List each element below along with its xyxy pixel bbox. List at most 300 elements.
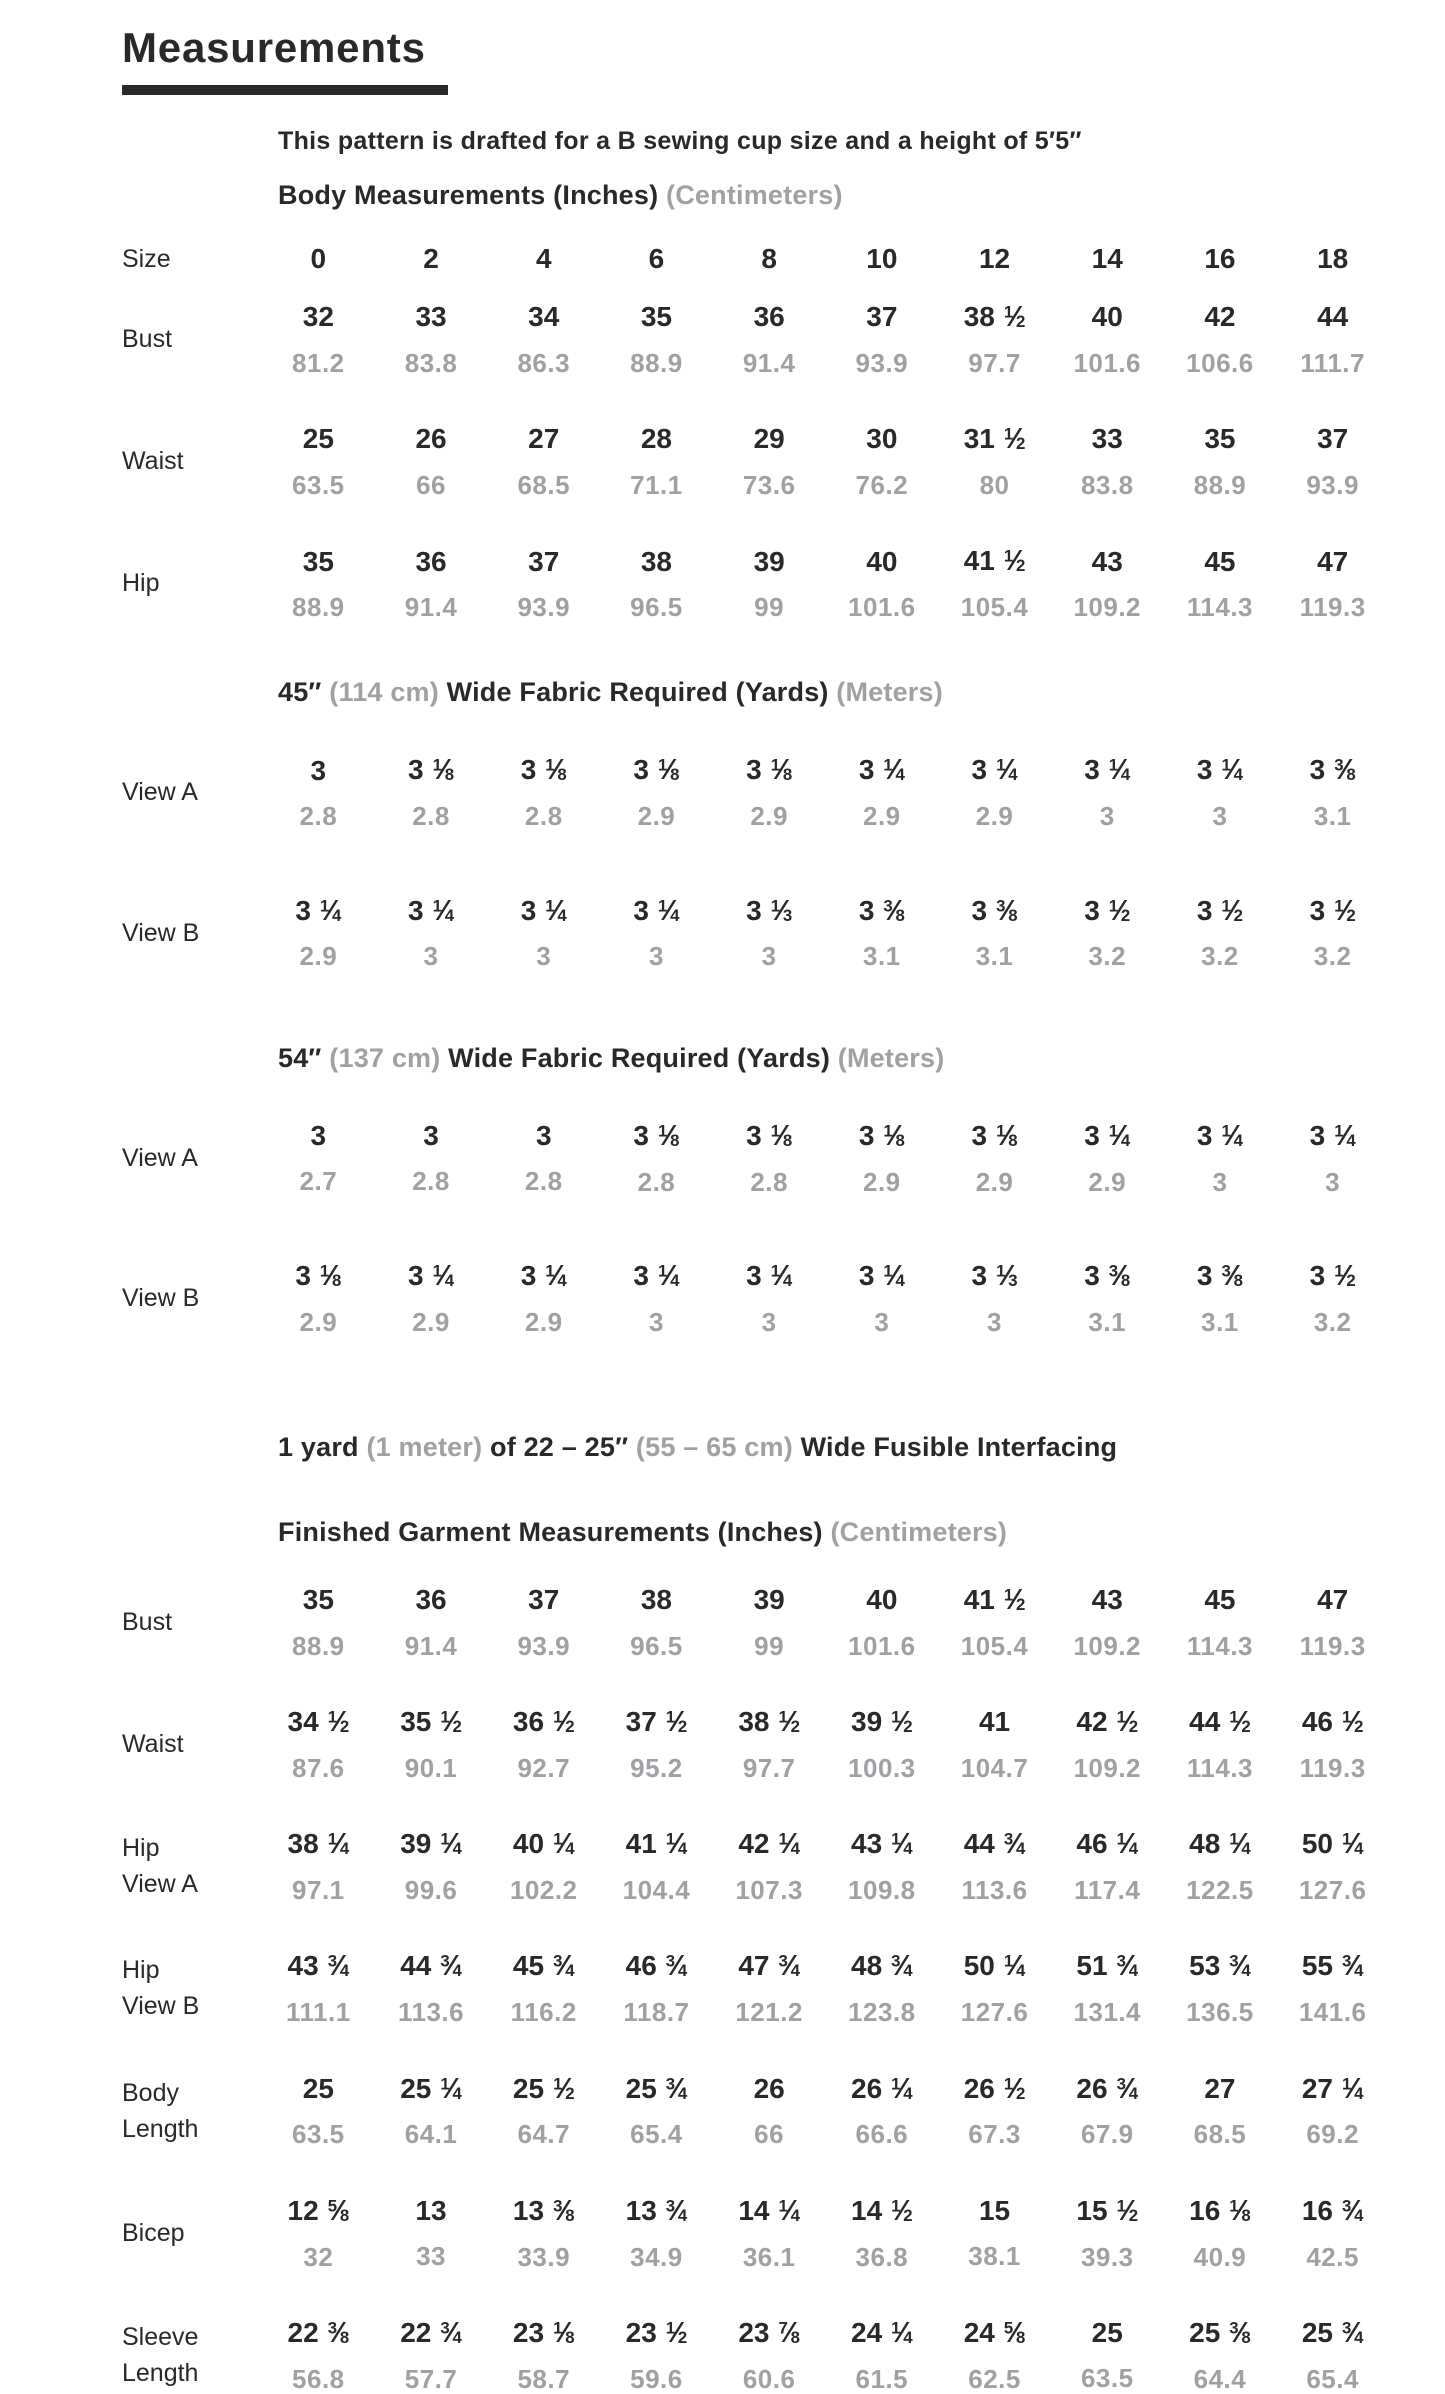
measurement-cell — [713, 1584, 826, 1659]
value-inches — [487, 1260, 600, 1293]
value-centimeters: 102.2 — [509, 1875, 578, 1906]
number: 26 — [851, 2072, 883, 2104]
number: 39 — [400, 1828, 432, 1860]
number: 45 — [1204, 1584, 1236, 1616]
fraction: $^3⁄_8$ — [1334, 754, 1356, 787]
value-centimeters: 88.9 — [292, 591, 345, 622]
fabric-54-table — [122, 1120, 1389, 1336]
fraction: $^1⁄_4$ — [1229, 1828, 1251, 1861]
value-centimeters: 99 — [754, 591, 785, 622]
measurement-row — [122, 545, 1389, 621]
fraction: $^1⁄_3$ — [996, 1259, 1018, 1292]
value-centimeters: 87.6 — [292, 1752, 345, 1783]
fraction: $^1⁄_2$ — [1003, 545, 1026, 578]
measurement-cell — [375, 423, 488, 498]
fabric-54-heading — [278, 1043, 1389, 1074]
heading-part: (55 – 65 cm) — [635, 1431, 801, 1462]
fraction: $^1⁄_4$ — [1108, 754, 1131, 787]
value-centimeters: 64.1 — [404, 2119, 458, 2150]
fraction: $^3⁄_4$ — [440, 2316, 462, 2349]
heading-part: 1 yard — [278, 1431, 367, 1462]
fraction: $^1⁄_8$ — [432, 754, 455, 787]
value-inches — [262, 1950, 375, 1983]
number: 35 — [302, 545, 334, 577]
row-label — [122, 915, 262, 951]
number: 3 — [971, 1259, 988, 1291]
value-inches — [375, 1260, 488, 1293]
number: 33 — [1091, 423, 1123, 455]
measurement-cell — [1051, 423, 1164, 498]
fraction: $^1⁄_2$ — [1003, 423, 1026, 456]
fraction: $^3⁄_4$ — [553, 1950, 575, 1983]
measurement-cell — [1276, 1260, 1389, 1336]
number: 3 — [310, 1120, 327, 1152]
number: 3 — [295, 1259, 311, 1291]
fraction: $^1⁄_8$ — [658, 754, 680, 787]
value-inches — [1276, 1120, 1389, 1153]
finished-garment-table — [122, 1584, 1389, 2393]
value-inches — [375, 546, 488, 578]
number: 22 — [287, 2316, 319, 2348]
value-centimeters: 116.2 — [510, 1997, 577, 2028]
measurement-cell — [1276, 1584, 1389, 1659]
row-label-line: View B — [122, 1283, 200, 1312]
measurement-cell — [713, 243, 826, 275]
fraction: $^1⁄_2$ — [1003, 301, 1026, 333]
measurement-cell — [938, 895, 1051, 971]
number: 3 — [520, 754, 537, 786]
measurement-cell — [262, 1950, 375, 2026]
value-centimeters: 90.1 — [404, 1752, 458, 1783]
value-centimeters: 104.7 — [960, 1752, 1029, 1783]
value-inches — [600, 1260, 713, 1293]
fraction: $^1⁄_4$ — [778, 1828, 800, 1861]
value-inches — [1276, 895, 1389, 928]
value-inches — [713, 1260, 826, 1293]
value-inches — [1276, 1584, 1389, 1616]
measurement-cell — [938, 545, 1051, 621]
value-centimeters: 3 — [648, 1306, 664, 1337]
measurement-cell — [262, 243, 375, 275]
measurement-cell — [375, 754, 488, 830]
value-inches — [713, 301, 826, 333]
number: 3 — [408, 1259, 424, 1291]
value-inches — [375, 243, 488, 275]
fraction: $^1⁄_2$ — [778, 1706, 800, 1739]
fraction: $^1⁄_8$ — [770, 1119, 793, 1152]
number: 3 — [633, 754, 649, 786]
number: 40 — [512, 1828, 545, 1860]
value-centimeters: 2.8 — [412, 801, 450, 832]
value-centimeters: 3.1 — [863, 941, 901, 972]
number: 3 — [1309, 1259, 1326, 1291]
fraction: $^5⁄_8$ — [1003, 2316, 1026, 2349]
value-inches — [487, 423, 600, 455]
heading-part: (Centimeters) — [666, 180, 843, 210]
value-inches — [375, 1120, 488, 1152]
value-centimeters: 99 — [754, 1630, 785, 1661]
number: 24 — [851, 2316, 883, 2348]
measurement-cell — [1276, 423, 1389, 498]
measurement-cell — [487, 546, 600, 621]
measurement-cell — [1276, 895, 1389, 971]
value-inches — [713, 1950, 826, 1983]
value-inches — [713, 1706, 826, 1739]
value-inches — [262, 755, 375, 787]
number: 3 — [520, 1259, 537, 1291]
number: 35 — [1204, 423, 1236, 455]
number: 46 — [1076, 1828, 1108, 1860]
value-inches — [1051, 243, 1164, 275]
fraction: $^3⁄_8$ — [996, 894, 1018, 927]
value-inches — [1276, 423, 1389, 455]
number: 3 — [858, 754, 875, 786]
measurement-cell — [1276, 1828, 1389, 1904]
value-centimeters: 2.8 — [524, 801, 563, 832]
number: 44 — [963, 1828, 995, 1860]
value-inches — [262, 423, 375, 455]
value-centimeters: 67.9 — [1080, 2119, 1134, 2150]
value-inches — [487, 243, 600, 275]
value-centimeters: 91.4 — [404, 1630, 458, 1661]
number: 3 — [746, 754, 762, 786]
number: 3 — [1196, 1259, 1213, 1291]
measurement-cell — [1164, 301, 1277, 376]
number: 10 — [866, 242, 898, 274]
fraction: $^3⁄_8$ — [1221, 1259, 1243, 1292]
measurement-cell — [1276, 243, 1389, 275]
heading-part: (Centimeters) — [830, 1516, 1008, 1547]
row-label-line: Length — [122, 2114, 199, 2143]
value-inches — [1276, 243, 1389, 275]
measurement-cell — [825, 546, 938, 621]
value-centimeters: 3 — [1212, 1166, 1228, 1197]
measurement-cell — [825, 423, 938, 498]
number: 25 — [400, 2072, 432, 2104]
number: 3 — [1084, 1259, 1100, 1291]
measurement-cell — [600, 1120, 713, 1196]
number: 41 — [625, 1828, 657, 1860]
value-centimeters: 3.2 — [1201, 941, 1239, 972]
measurement-cell — [375, 1584, 488, 1659]
value-centimeters: 99.6 — [404, 1875, 458, 1906]
number: 23 — [738, 2316, 770, 2348]
measurement-cell — [1051, 2195, 1164, 2271]
value-inches — [1164, 1950, 1277, 1983]
row-label — [122, 1830, 262, 1902]
value-centimeters: 114.3 — [1186, 1630, 1254, 1661]
measurement-cell — [713, 2317, 826, 2393]
measurement-cell — [938, 1120, 1051, 1196]
value-inches — [375, 2073, 488, 2106]
measurement-cell — [262, 1260, 375, 1336]
value-inches — [262, 1260, 375, 1293]
fraction: $^1⁄_2$ — [891, 2194, 913, 2227]
measurement-cell — [600, 895, 713, 971]
value-centimeters: 119.3 — [1299, 1630, 1366, 1661]
value-inches — [487, 1950, 600, 1983]
fraction: $^1⁄_4$ — [1341, 2072, 1364, 2105]
value-centimeters: 2.9 — [750, 801, 788, 832]
number: 43 — [1091, 545, 1123, 577]
value-inches — [375, 754, 488, 787]
number: 13 — [415, 2195, 447, 2227]
row-label-line: View A — [122, 778, 198, 807]
value-inches — [938, 545, 1051, 578]
number: 44 — [1189, 1706, 1221, 1738]
value-centimeters: 40.9 — [1193, 2241, 1247, 2272]
number: 38 — [738, 1706, 770, 1738]
value-centimeters: 34.9 — [630, 2241, 683, 2272]
fraction: $^1⁄_2$ — [1003, 2072, 1026, 2105]
row-label-line: Hip — [122, 569, 160, 598]
value-inches — [938, 1120, 1051, 1153]
value-centimeters: 64.4 — [1193, 2363, 1247, 2394]
number: 29 — [753, 423, 785, 455]
measurement-cell — [713, 1260, 826, 1336]
value-inches — [938, 301, 1051, 334]
value-inches — [1164, 243, 1277, 275]
row-label — [122, 2075, 262, 2147]
measurement-cell — [1276, 2073, 1389, 2149]
number: 40 — [866, 1584, 898, 1616]
number: 28 — [640, 423, 673, 455]
number: 3 — [1196, 894, 1213, 926]
measurement-cell — [1051, 1706, 1164, 1782]
number: 35 — [302, 1584, 334, 1616]
title-underline — [122, 85, 448, 95]
fraction: $^1⁄_8$ — [545, 754, 567, 787]
value-inches — [1276, 2073, 1389, 2106]
measurement-cell — [1276, 2195, 1389, 2271]
number: 6 — [648, 242, 665, 274]
value-centimeters: 114.3 — [1186, 591, 1254, 622]
measurement-cell — [825, 2073, 938, 2149]
number: 23 — [512, 2316, 545, 2348]
value-centimeters: 83.8 — [404, 347, 458, 378]
value-centimeters: 81.2 — [292, 347, 345, 378]
number: 34 — [528, 301, 560, 333]
measurement-cell — [825, 1120, 938, 1196]
fraction: $^3⁄_4$ — [1116, 1950, 1139, 1983]
value-centimeters: 3.2 — [1313, 1306, 1352, 1337]
value-inches — [938, 1828, 1051, 1861]
row-label — [122, 2319, 262, 2391]
value-centimeters: 88.9 — [292, 1630, 345, 1661]
measurement-row — [122, 241, 1389, 277]
measurement-cell — [600, 546, 713, 621]
measurement-cell — [713, 301, 826, 376]
number: 48 — [1189, 1828, 1221, 1860]
measurement-cell — [600, 1828, 713, 1904]
row-label-line: Bicep — [122, 2218, 185, 2247]
measurement-cell — [1051, 1260, 1164, 1336]
number: 25 — [302, 2072, 334, 2104]
fraction: $^3⁄_4$ — [1341, 2194, 1364, 2227]
fraction: $^1⁄_4$ — [883, 754, 905, 787]
number: 36 — [415, 545, 447, 577]
number: 47 — [738, 1950, 770, 1982]
number: 53 — [1189, 1950, 1221, 1982]
value-centimeters: 3.1 — [975, 941, 1014, 972]
number: 38 — [963, 301, 995, 332]
value-inches — [938, 2073, 1051, 2106]
measurement-cell — [713, 423, 826, 498]
value-inches — [600, 1828, 713, 1861]
measurement-cell — [375, 1120, 488, 1195]
value-inches — [713, 754, 826, 787]
measurement-cell — [487, 1584, 600, 1659]
number: 3 — [1309, 894, 1326, 926]
row-label — [122, 321, 262, 357]
measurement-cell — [262, 301, 375, 376]
fraction: $^1⁄_4$ — [891, 2072, 913, 2105]
measurement-cell — [487, 423, 600, 498]
measurement-cell — [262, 546, 375, 621]
measurement-cell — [1051, 1584, 1164, 1659]
value-inches — [713, 546, 826, 578]
measurement-cell — [600, 2073, 713, 2149]
fraction: $^1⁄_4$ — [432, 894, 455, 927]
number: 3 — [1196, 754, 1213, 786]
measurement-cell — [1051, 2073, 1164, 2149]
row-label-line: Size — [122, 245, 171, 273]
fraction: $^1⁄_4$ — [658, 894, 680, 927]
measurement-cell — [262, 2195, 375, 2271]
measurement-cell — [713, 546, 826, 621]
value-centimeters: 97.7 — [742, 1752, 796, 1783]
number: 50 — [963, 1950, 995, 1982]
measurement-cell — [713, 895, 826, 971]
measurement-cell — [487, 243, 600, 275]
number: 41 — [978, 1706, 1011, 1738]
measurement-cell — [713, 1950, 826, 2026]
number: 3 — [295, 894, 311, 926]
value-centimeters: 96.5 — [630, 591, 683, 622]
value-centimeters: 100.3 — [848, 1752, 916, 1783]
measurement-row — [122, 2073, 1389, 2149]
number: 3 — [633, 894, 649, 926]
value-centimeters: 105.4 — [960, 1630, 1029, 1661]
measurement-cell — [262, 1584, 375, 1659]
value-centimeters: 117.4 — [1074, 1875, 1141, 1906]
number: 3 — [1196, 1119, 1213, 1151]
fraction: $^1⁄_2$ — [1334, 1259, 1356, 1292]
measurement-cell — [713, 2073, 826, 2148]
value-centimeters: 33 — [416, 2241, 446, 2272]
value-inches — [825, 2073, 938, 2106]
fraction: $^1⁄_2$ — [1116, 1706, 1139, 1739]
number: 41 — [963, 1583, 995, 1615]
fraction: $^1⁄_8$ — [1229, 2194, 1251, 2227]
number: 26 — [963, 2072, 995, 2104]
number: 25 — [625, 2072, 657, 2104]
measurement-cell — [262, 2317, 375, 2393]
value-centimeters: 127.6 — [1298, 1875, 1367, 1906]
fraction: $^3⁄_8$ — [553, 2194, 575, 2227]
value-inches — [1051, 2195, 1164, 2228]
value-inches — [600, 546, 713, 578]
number: 22 — [400, 2316, 432, 2348]
row-label — [122, 774, 262, 810]
number: 31 — [963, 423, 995, 455]
value-inches — [487, 1706, 600, 1739]
value-inches — [262, 1584, 375, 1616]
value-inches — [600, 2073, 713, 2106]
row-label-line: Bust — [122, 325, 173, 354]
number: 3 — [408, 894, 424, 926]
value-inches — [1276, 2195, 1389, 2228]
value-inches — [1051, 1828, 1164, 1861]
row-label-line: Waist — [122, 447, 184, 476]
value-inches — [938, 1584, 1051, 1617]
number: 12 — [978, 242, 1011, 274]
measurement-row — [122, 1706, 1389, 1782]
value-centimeters: 3 — [987, 1306, 1003, 1337]
value-centimeters: 3 — [536, 941, 552, 972]
value-centimeters: 93.9 — [517, 591, 571, 622]
fraction: $^5⁄_8$ — [327, 2194, 350, 2227]
value-inches — [713, 423, 826, 455]
number: 3 — [858, 1119, 875, 1151]
number: 3 — [746, 1259, 762, 1291]
measurement-cell — [713, 754, 826, 830]
value-centimeters: 2.9 — [975, 801, 1014, 832]
measurement-cell — [1164, 423, 1277, 498]
measurement-cell — [938, 2317, 1051, 2393]
number: 40 — [866, 545, 898, 577]
value-centimeters: 68.5 — [1193, 2119, 1247, 2150]
value-centimeters: 71.1 — [630, 469, 683, 500]
number: 3 — [971, 1119, 988, 1151]
value-centimeters: 65.4 — [1306, 2363, 1359, 2394]
measurement-cell — [713, 2195, 826, 2271]
row-label-line: Sleeve — [122, 2322, 199, 2351]
value-inches — [1276, 1706, 1389, 1739]
measurement-cell — [825, 1706, 938, 1782]
value-inches — [1164, 423, 1277, 455]
value-inches — [487, 2317, 600, 2350]
measurement-cell — [262, 755, 375, 830]
number: 26 — [415, 423, 447, 455]
fraction: $^1⁄_8$ — [553, 2316, 575, 2349]
value-centimeters: 109.2 — [1073, 1752, 1142, 1783]
measurement-cell — [600, 1584, 713, 1659]
number: 4 — [535, 242, 552, 274]
value-centimeters: 109.2 — [1073, 591, 1142, 622]
value-inches — [487, 546, 600, 578]
row-label — [122, 565, 262, 601]
value-inches — [600, 423, 713, 455]
value-centimeters: 97.7 — [968, 347, 1021, 378]
measurement-cell — [1276, 2317, 1389, 2393]
heading-part: of 22 – 25″ — [490, 1431, 636, 1462]
number: 3 — [633, 1259, 649, 1291]
number: 35 — [400, 1706, 432, 1738]
number: 25 — [1091, 2317, 1123, 2349]
value-centimeters: 92.7 — [517, 1752, 571, 1783]
value-inches — [825, 243, 938, 275]
value-inches — [262, 2195, 375, 2228]
value-centimeters: 91.4 — [742, 347, 796, 378]
fraction: $^1⁄_4$ — [770, 1259, 793, 1292]
value-centimeters: 3.1 — [1088, 1306, 1127, 1337]
fraction: $^1⁄_4$ — [1334, 1119, 1356, 1152]
value-centimeters: 32 — [303, 2241, 334, 2272]
fraction: $^1⁄_2$ — [1108, 894, 1131, 927]
finished-garment-section — [122, 1517, 1389, 2393]
value-inches — [1051, 1706, 1164, 1739]
